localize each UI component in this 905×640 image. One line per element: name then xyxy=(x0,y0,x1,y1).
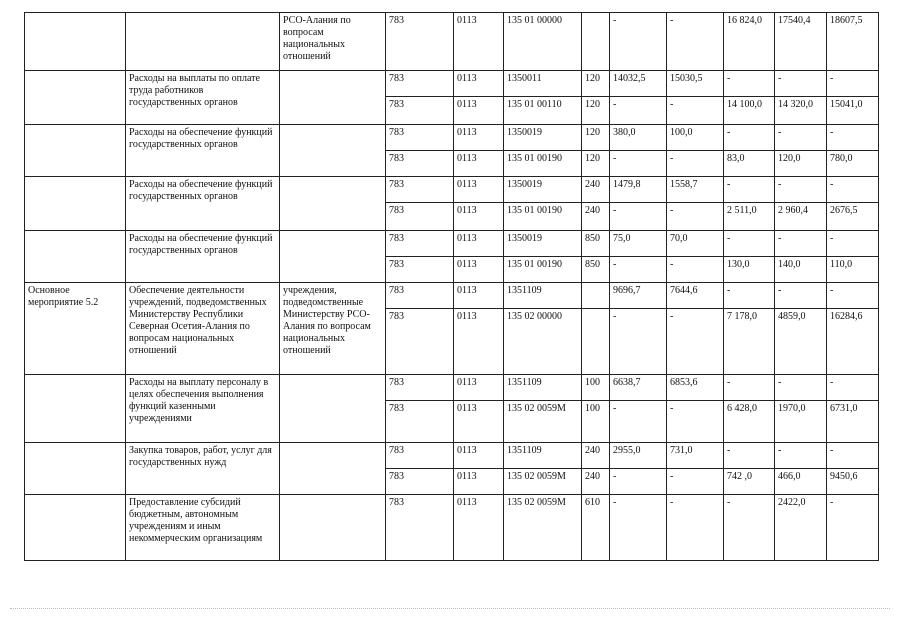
cell-grbs: 783 xyxy=(386,125,454,151)
cell-amount: 100,0 xyxy=(667,125,724,151)
table-row xyxy=(25,71,879,97)
cell-grbs: 783 xyxy=(386,177,454,203)
cell-amount: - xyxy=(667,203,724,231)
cell-amount: 130,0 xyxy=(724,257,775,283)
cell-vr: 240 xyxy=(582,177,610,203)
cell-amount: - xyxy=(667,469,724,495)
cell-amount: 2955,0 xyxy=(610,443,667,469)
cell-amount: 780,0 xyxy=(827,151,879,177)
cell-amount: 15030,5 xyxy=(667,71,724,97)
cell-amount: 120,0 xyxy=(775,151,827,177)
cell-executor xyxy=(280,177,386,231)
cell-amount: - xyxy=(724,283,775,309)
cell-description: Расходы на выплаты по оплате труда работников государственных органов xyxy=(126,71,280,125)
cell-rzpr: 0113 xyxy=(454,97,504,125)
cell-csr: 1351109 xyxy=(504,375,582,401)
cell-executor xyxy=(280,125,386,177)
table-row xyxy=(25,495,879,561)
cell-amount: - xyxy=(667,309,724,375)
cell-amount: 2676,5 xyxy=(827,203,879,231)
cell-csr: 135 01 00190 xyxy=(504,203,582,231)
cell-vr xyxy=(582,13,610,71)
cell-csr: 1350019 xyxy=(504,231,582,257)
cell-vr: 850 xyxy=(582,257,610,283)
cell-amount: - xyxy=(667,151,724,177)
cell-rzpr: 0113 xyxy=(454,283,504,309)
cell-grbs: 783 xyxy=(386,13,454,71)
cell-csr: 135 01 00000 xyxy=(504,13,582,71)
cell-csr: 135 02 0059М xyxy=(504,495,582,561)
cell-amount: - xyxy=(724,231,775,257)
cell-amount: 83,0 xyxy=(724,151,775,177)
cell-rzpr: 0113 xyxy=(454,469,504,495)
cell-amount: 6731,0 xyxy=(827,401,879,443)
cell-amount: 380,0 xyxy=(610,125,667,151)
cell-amount: 110,0 xyxy=(827,257,879,283)
cell-amount: - xyxy=(775,443,827,469)
cell-description: Закупка товаров, работ, услуг для государственных нужд xyxy=(126,443,280,495)
budget-table xyxy=(24,12,879,561)
cell-amount: 742 ,0 xyxy=(724,469,775,495)
cell-rzpr: 0113 xyxy=(454,375,504,401)
table-row xyxy=(25,177,879,203)
cell-rzpr: 0113 xyxy=(454,71,504,97)
cell-csr: 135 02 0059М xyxy=(504,401,582,443)
cell-grbs: 783 xyxy=(386,469,454,495)
cell-amount: 6638,7 xyxy=(610,375,667,401)
cell-amount: 1479,8 xyxy=(610,177,667,203)
cell-description: Предоставление субсидий бюджетным, автономным учреждениям и иным некоммерческим организациям xyxy=(126,495,280,561)
cell-amount: - xyxy=(610,13,667,71)
cell-amount: - xyxy=(724,71,775,97)
cell-csr: 1350019 xyxy=(504,125,582,151)
cell-grbs: 783 xyxy=(386,203,454,231)
cell-amount: 75,0 xyxy=(610,231,667,257)
cell-amount: 14032,5 xyxy=(610,71,667,97)
cell-amount: 731,0 xyxy=(667,443,724,469)
cell-amount: - xyxy=(610,401,667,443)
cell-description: Расходы на обеспечение функций государственных органов xyxy=(126,231,280,283)
cell-vr: 120 xyxy=(582,97,610,125)
cell-amount: - xyxy=(610,257,667,283)
cell-amount: 2 960,4 xyxy=(775,203,827,231)
cell-amount: - xyxy=(827,71,879,97)
cell-description: Расходы на обеспечение функций государственных органов xyxy=(126,177,280,231)
cell-program: Основное мероприятие 5.2 xyxy=(25,283,126,375)
cell-vr: 850 xyxy=(582,231,610,257)
cell-amount: 1970,0 xyxy=(775,401,827,443)
cell-vr: 120 xyxy=(582,151,610,177)
cell-amount: - xyxy=(667,13,724,71)
cell-csr: 135 01 00190 xyxy=(504,151,582,177)
cell-amount: 70,0 xyxy=(667,231,724,257)
cell-program xyxy=(25,71,126,125)
table-row xyxy=(25,231,879,257)
cell-csr: 1350011 xyxy=(504,71,582,97)
cell-amount: 2 511,0 xyxy=(724,203,775,231)
cell-executor xyxy=(280,71,386,125)
cell-amount: 466,0 xyxy=(775,469,827,495)
cell-program xyxy=(25,177,126,231)
cell-amount: - xyxy=(667,257,724,283)
cell-executor: РСО-Алания по вопросам национальных отношений xyxy=(280,13,386,71)
cell-amount: - xyxy=(775,125,827,151)
cell-grbs: 783 xyxy=(386,71,454,97)
cell-amount: - xyxy=(775,71,827,97)
cell-amount: - xyxy=(724,125,775,151)
cell-amount: 18607,5 xyxy=(827,13,879,71)
cell-amount: - xyxy=(610,97,667,125)
cell-amount: - xyxy=(827,231,879,257)
scan-artifact-line xyxy=(10,608,890,609)
cell-vr xyxy=(582,283,610,309)
table-row xyxy=(25,125,879,151)
cell-amount: - xyxy=(724,177,775,203)
cell-amount: - xyxy=(775,375,827,401)
cell-amount: 7 178,0 xyxy=(724,309,775,375)
cell-amount: 9450,6 xyxy=(827,469,879,495)
cell-vr: 240 xyxy=(582,469,610,495)
table-row xyxy=(25,13,879,71)
cell-amount: - xyxy=(775,231,827,257)
cell-rzpr: 0113 xyxy=(454,203,504,231)
cell-amount: - xyxy=(610,203,667,231)
cell-grbs: 783 xyxy=(386,495,454,561)
cell-amount: - xyxy=(827,283,879,309)
cell-amount: - xyxy=(610,151,667,177)
cell-amount: 6 428,0 xyxy=(724,401,775,443)
cell-rzpr: 0113 xyxy=(454,231,504,257)
cell-description: Обеспечение деятельности учреждений, подведомственных Министерству Республики Северная Осетия-Алания по вопросам национальных отношений xyxy=(126,283,280,375)
cell-vr: 100 xyxy=(582,375,610,401)
cell-rzpr: 0113 xyxy=(454,177,504,203)
cell-executor: учреждения, подведомственные Министерству РСО-Алания по вопросам национальных отношений xyxy=(280,283,386,375)
cell-rzpr: 0113 xyxy=(454,495,504,561)
cell-csr: 135 01 00190 xyxy=(504,257,582,283)
cell-amount: - xyxy=(667,401,724,443)
cell-amount: - xyxy=(724,495,775,561)
cell-grbs: 783 xyxy=(386,443,454,469)
cell-amount: 16 824,0 xyxy=(724,13,775,71)
cell-description: Расходы на обеспечение функций государственных органов xyxy=(126,125,280,177)
cell-rzpr: 0113 xyxy=(454,151,504,177)
cell-amount: - xyxy=(827,443,879,469)
cell-program xyxy=(25,443,126,495)
table-row xyxy=(25,375,879,401)
cell-rzpr: 0113 xyxy=(454,443,504,469)
cell-amount: 4859,0 xyxy=(775,309,827,375)
cell-rzpr: 0113 xyxy=(454,13,504,71)
cell-vr: 240 xyxy=(582,443,610,469)
table-row xyxy=(25,443,879,469)
cell-grbs: 783 xyxy=(386,257,454,283)
cell-amount: 6853,6 xyxy=(667,375,724,401)
cell-vr: 120 xyxy=(582,125,610,151)
cell-csr: 1350019 xyxy=(504,177,582,203)
cell-grbs: 783 xyxy=(386,283,454,309)
cell-vr: 240 xyxy=(582,203,610,231)
cell-program xyxy=(25,13,126,71)
cell-amount: 15041,0 xyxy=(827,97,879,125)
cell-amount: - xyxy=(667,97,724,125)
cell-executor xyxy=(280,375,386,443)
cell-vr: 100 xyxy=(582,401,610,443)
cell-amount: - xyxy=(610,495,667,561)
cell-vr: 610 xyxy=(582,495,610,561)
cell-grbs: 783 xyxy=(386,97,454,125)
cell-description xyxy=(126,13,280,71)
cell-amount: 140,0 xyxy=(775,257,827,283)
cell-vr xyxy=(582,309,610,375)
cell-grbs: 783 xyxy=(386,231,454,257)
table-row xyxy=(25,283,879,309)
cell-amount: - xyxy=(610,469,667,495)
cell-grbs: 783 xyxy=(386,309,454,375)
cell-amount: - xyxy=(775,283,827,309)
cell-program xyxy=(25,495,126,561)
cell-amount: - xyxy=(724,443,775,469)
cell-grbs: 783 xyxy=(386,401,454,443)
cell-executor xyxy=(280,443,386,495)
cell-amount: 1558,7 xyxy=(667,177,724,203)
cell-executor xyxy=(280,495,386,561)
cell-csr: 135 02 00000 xyxy=(504,309,582,375)
cell-amount: 17540,4 xyxy=(775,13,827,71)
cell-csr: 1351109 xyxy=(504,443,582,469)
cell-rzpr: 0113 xyxy=(454,125,504,151)
cell-csr: 1351109 xyxy=(504,283,582,309)
cell-amount: - xyxy=(775,177,827,203)
cell-program xyxy=(25,375,126,443)
cell-amount: - xyxy=(724,375,775,401)
cell-rzpr: 0113 xyxy=(454,257,504,283)
cell-amount: - xyxy=(827,177,879,203)
cell-executor xyxy=(280,231,386,283)
cell-amount: 7644,6 xyxy=(667,283,724,309)
cell-amount: - xyxy=(827,495,879,561)
cell-rzpr: 0113 xyxy=(454,309,504,375)
cell-vr: 120 xyxy=(582,71,610,97)
cell-grbs: 783 xyxy=(386,375,454,401)
cell-description: Расходы на выплату персоналу в целях обеспечения выполнения функций казенными учреждениями xyxy=(126,375,280,443)
cell-program xyxy=(25,231,126,283)
cell-amount: - xyxy=(610,309,667,375)
cell-amount: 9696,7 xyxy=(610,283,667,309)
cell-amount: 14 320,0 xyxy=(775,97,827,125)
cell-rzpr: 0113 xyxy=(454,401,504,443)
cell-amount: 14 100,0 xyxy=(724,97,775,125)
cell-amount: - xyxy=(667,495,724,561)
cell-csr: 135 01 00110 xyxy=(504,97,582,125)
cell-csr: 135 02 0059М xyxy=(504,469,582,495)
cell-grbs: 783 xyxy=(386,151,454,177)
cell-amount: - xyxy=(827,125,879,151)
cell-amount: 2422,0 xyxy=(775,495,827,561)
cell-amount: 16284,6 xyxy=(827,309,879,375)
cell-program xyxy=(25,125,126,177)
cell-amount: - xyxy=(827,375,879,401)
